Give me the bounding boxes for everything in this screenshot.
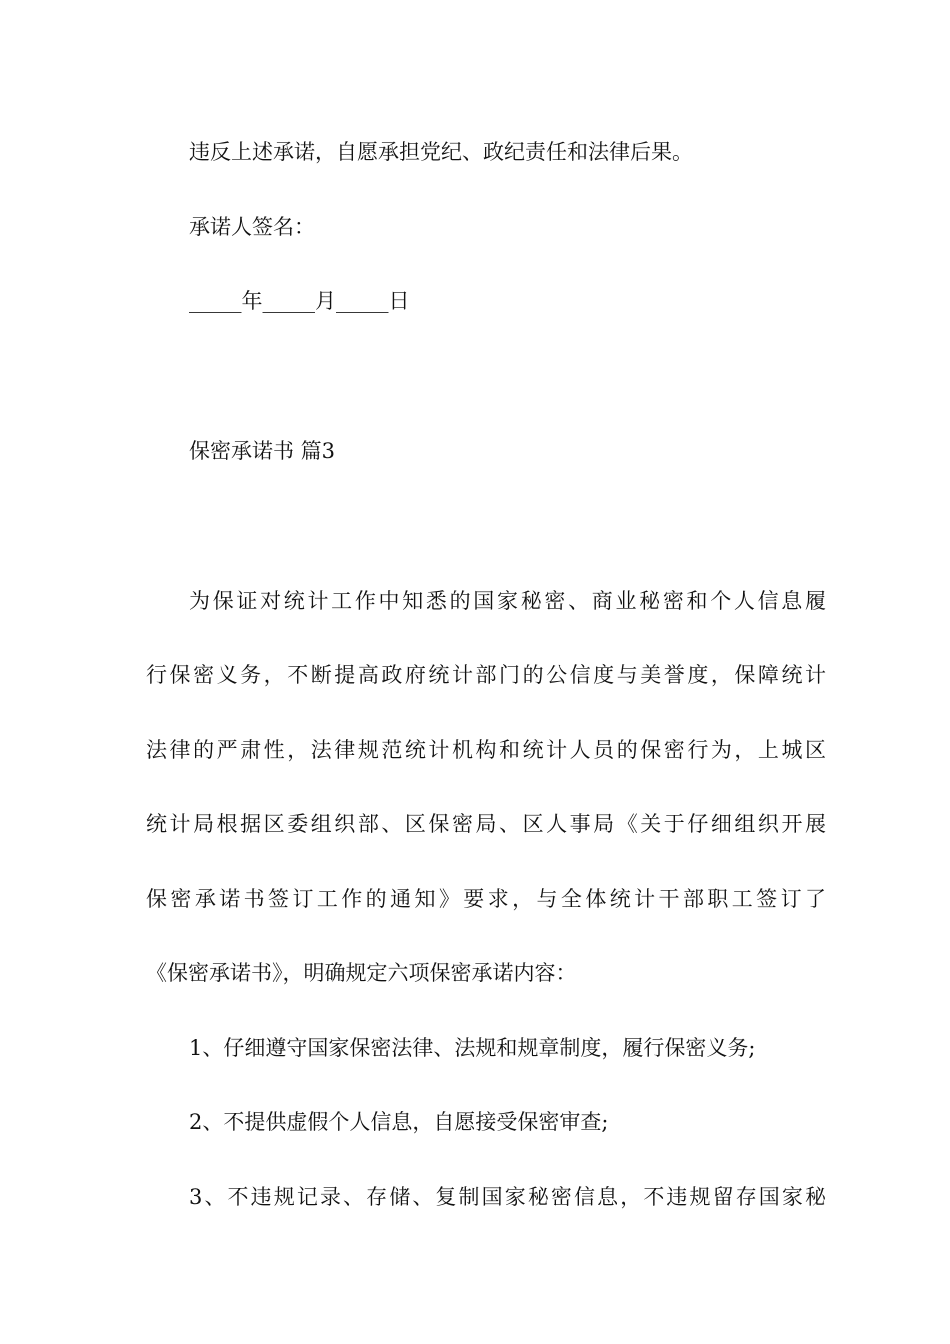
paragraph-line: 行保密义务，不断提高政府统计部门的公信度与美誉度，保障统计 [146, 663, 826, 687]
paragraph-line: 《保密承诺书》，明确规定六项保密承诺内容： [146, 961, 577, 985]
paragraph-line: 保密承诺书签订工作的通知》要求，与全体统计干部职工签订了 [146, 887, 826, 911]
list-item: 3、不违规记录、存储、复制国家秘密信息，不违规留存国家秘 [189, 1185, 826, 1209]
signature-label: 承诺人签名： [189, 215, 315, 239]
closing-statement: 违反上述承诺，自愿承担党纪、政纪责任和法律后果。 [189, 140, 693, 164]
paragraph-line: 统计局根据区委组织部、区保密局、区人事局《关于仔细组织开展 [146, 812, 826, 836]
paragraph-line: 法律的严肃性，法律规范统计机构和统计人员的保密行为，上城区 [146, 738, 826, 762]
list-item: 1、仔细遵守国家保密法律、法规和规章制度，履行保密义务; [189, 1036, 756, 1060]
section-title: 保密承诺书 篇3 [189, 439, 336, 463]
list-item: 2、不提供虚假个人信息，自愿接受保密审查; [189, 1110, 609, 1134]
paragraph-line: 为保证对统计工作中知悉的国家秘密、商业秘密和个人信息履 [189, 589, 826, 613]
date-line: _____年_____月_____日 [189, 289, 410, 313]
